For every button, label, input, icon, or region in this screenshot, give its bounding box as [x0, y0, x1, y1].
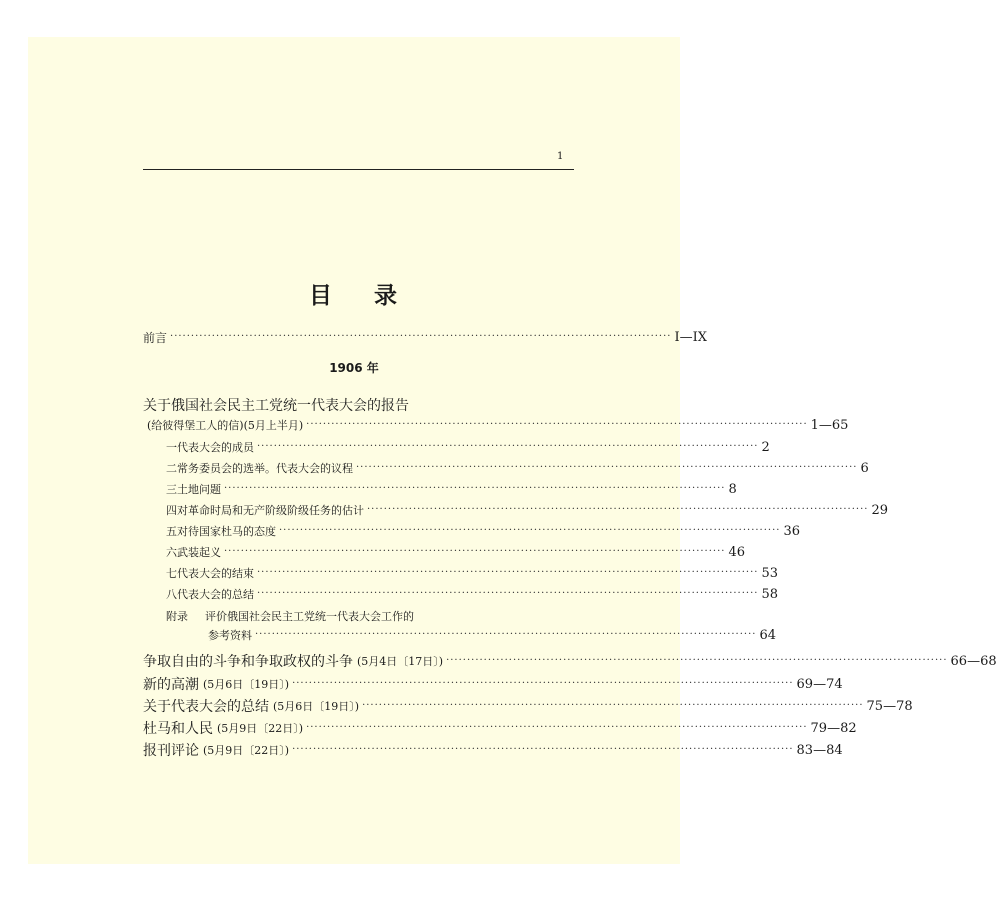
toc-date: (5月6日〔19日〕): [273, 700, 360, 713]
toc-row-section-4: [166, 500, 888, 520]
section-number: 四: [166, 504, 177, 517]
leader-dots: ························································································································: [306, 722, 808, 733]
toc-label: 新的高潮: [143, 677, 199, 693]
section-number: 七: [166, 567, 177, 580]
section-number: 一: [166, 441, 177, 454]
toc-pages: 29: [871, 502, 888, 518]
toc-label: 杜马和人民: [143, 721, 213, 737]
leader-dots: ························································································································: [257, 441, 759, 452]
toc-pages: 46: [728, 544, 745, 560]
toc-pages: 66—68: [950, 653, 997, 669]
toc-pages: 6: [860, 460, 869, 476]
toc-date: (5月6日〔19日〕): [203, 678, 290, 691]
toc-pages: 69—74: [796, 676, 843, 692]
leader-dots: ························································································································: [446, 655, 948, 666]
page-number: 1: [557, 151, 564, 162]
toc-row-article-3: [143, 696, 913, 716]
toc-entry-title: 关于俄国社会民主工党统一代表大会的报告: [143, 398, 409, 414]
toc-pages: 2: [761, 439, 770, 455]
toc-row-article-4: [143, 718, 857, 738]
leader-dots: ························································································································: [257, 588, 759, 599]
toc-row-appendix: [208, 625, 776, 645]
year-heading: 1906 年: [329, 361, 379, 375]
toc-pages: 58: [761, 586, 778, 602]
header-rule: [143, 169, 574, 170]
toc-row-section-8: [166, 584, 778, 604]
toc-label: 参考资料: [208, 629, 252, 642]
toc-pages: 64: [759, 627, 776, 643]
leader-dots: ························································································································: [170, 331, 672, 342]
toc-pages: 79—82: [810, 720, 857, 736]
toc-row-section-7: [166, 563, 778, 583]
toc-date: (5月9日〔22日〕): [217, 722, 304, 735]
toc-label: 关于代表大会的总结: [143, 699, 269, 715]
toc-date: (5月4日〔17日〕): [357, 655, 444, 668]
section-number: 六: [166, 546, 177, 559]
toc-label: 对待国家杜马的态度: [177, 525, 276, 538]
appendix-label: 附录: [166, 610, 188, 623]
leader-dots: ························································································································: [292, 744, 794, 755]
toc-row-section-2: [166, 458, 869, 478]
toc-pages: 36: [783, 523, 800, 539]
book-page: [28, 37, 997, 864]
toc-row-section-5: [166, 521, 800, 541]
toc-row-preface: [143, 327, 707, 347]
leader-dots: ························································································································: [306, 419, 808, 430]
leader-dots: ························································································································: [367, 504, 869, 515]
toc-row-article-2: [143, 674, 843, 694]
toc-label: 土地问题: [177, 483, 221, 496]
toc-row-section-3: [166, 479, 737, 499]
toc-label: 前言: [143, 330, 168, 345]
toc-label: 争取自由的斗争和争取政权的斗争: [143, 654, 353, 670]
page-title: 目 录: [308, 283, 399, 309]
toc-label: 代表大会的成员: [177, 441, 254, 454]
section-number: 五: [166, 525, 177, 538]
section-number: 三: [166, 483, 177, 496]
toc-label: 报刊评论: [143, 743, 199, 759]
leader-dots: ························································································································: [279, 525, 781, 536]
toc-label: 代表大会的结束: [177, 567, 254, 580]
toc-pages: 8: [728, 481, 737, 497]
leader-dots: ························································································································: [292, 678, 794, 689]
toc-label: 武装起义: [177, 546, 221, 559]
toc-pages: 83—84: [796, 742, 843, 758]
leader-dots: ························································································································: [224, 546, 726, 557]
toc-row-section-6: [166, 542, 745, 562]
toc-label: 代表大会的总结: [177, 588, 254, 601]
leader-dots: ························································································································: [356, 462, 858, 473]
toc-label: 常务委员会的选举。代表大会的议程: [177, 462, 353, 475]
toc-pages: 1—65: [810, 417, 849, 433]
section-number: 二: [166, 462, 177, 475]
toc-row-report: [147, 415, 849, 435]
section-number: 八: [166, 588, 177, 601]
toc-date: (5月9日〔22日〕): [203, 744, 290, 757]
toc-pages: 53: [761, 565, 778, 581]
leader-dots: ························································································································: [362, 700, 864, 711]
toc-pages: 75—78: [866, 698, 913, 714]
toc-row-section-1: [166, 437, 770, 457]
toc-pages: I—IX: [674, 329, 707, 345]
toc-label: 对革命时局和无产阶级阶级任务的估计: [177, 504, 364, 517]
leader-dots: ························································································································: [224, 483, 726, 494]
toc-row-article-1: [143, 651, 997, 671]
toc-subtitle: (给彼得堡工人的信)(5月上半月): [147, 419, 304, 432]
leader-dots: ························································································································: [255, 629, 757, 640]
toc-row-article-5: [143, 740, 843, 760]
leader-dots: ························································································································: [257, 567, 759, 578]
appendix-line-1: 评价俄国社会民主工党统一代表大会工作的: [205, 610, 414, 623]
